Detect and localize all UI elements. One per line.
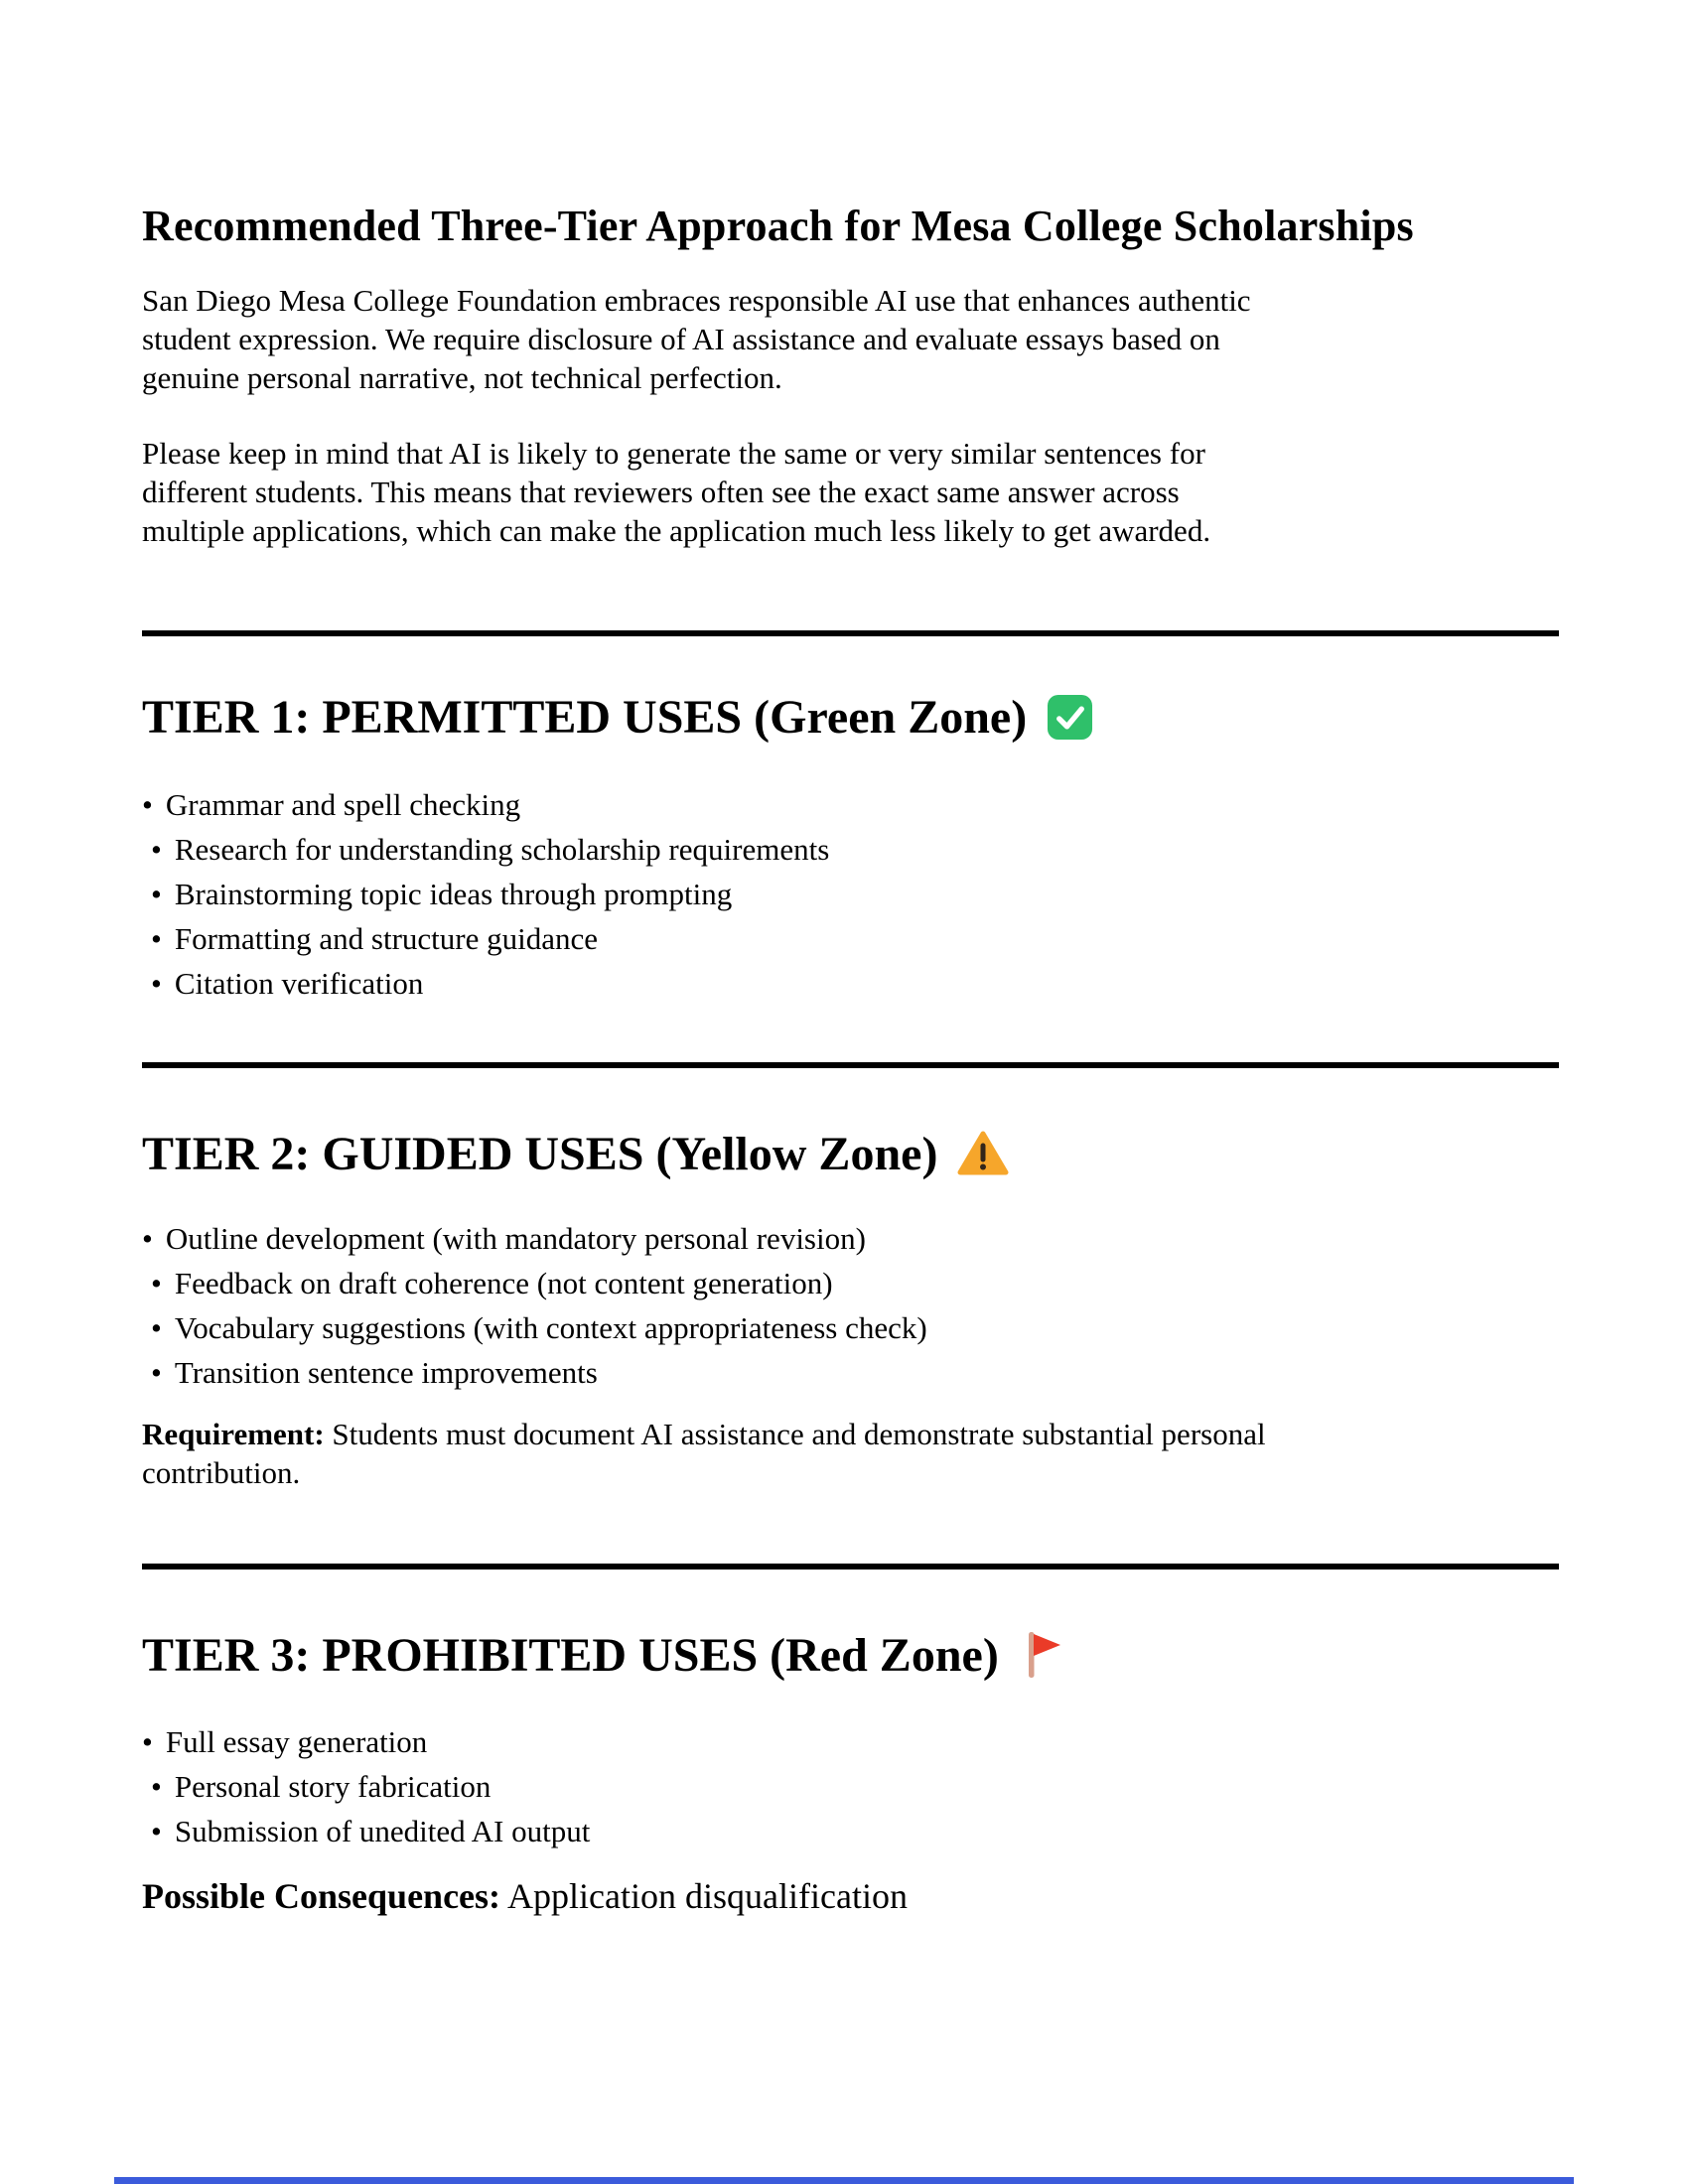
tier3-consequences-note (142, 1874, 1559, 1918)
section-divider (142, 1564, 1559, 1570)
check-mark-icon (1047, 694, 1093, 741)
list-item: • Full essay generation (142, 1719, 1559, 1764)
tier2-list (142, 1216, 1559, 1395)
red-flag-icon (1019, 1630, 1066, 1680)
requirement-text: Students must document AI assistance and demonstrate substantial personal contribution. (142, 1416, 1266, 1490)
tier1-heading (142, 690, 1559, 745)
section-divider (142, 630, 1559, 636)
page-bottom-rule (114, 2177, 1574, 2184)
list-item: • Submission of unedited AI output (151, 1809, 1559, 1853)
tier3-list (142, 1719, 1559, 1853)
list-item: • Personal story fabrication (151, 1764, 1559, 1809)
list-item: • Grammar and spell checking (142, 782, 1559, 827)
intro-paragraph-1: San Diego Mesa College Foundation embraces responsible AI use that enhances authentic student expression. We require disclosure of AI assistance and evaluate essays based on genuine personal narrative, not technical perfection. (142, 282, 1251, 395)
tier2-heading-text: TIER 2: GUIDED USES (Yellow Zone) (142, 1127, 938, 1180)
page-title: Recommended Three-Tier Approach for Mesa College Scholarships (142, 202, 1414, 250)
tier2-heading (142, 1127, 1559, 1181)
tier1-section (142, 690, 1559, 1006)
document-content (0, 202, 1688, 1918)
list-item: • Outline development (with mandatory personal revision) (142, 1216, 1559, 1261)
warning-icon (957, 1129, 1009, 1178)
tier3-heading (142, 1628, 1559, 1683)
requirement-label: Requirement: (142, 1416, 325, 1451)
tier3-section (142, 1628, 1559, 1918)
consequences-text: Application disqualification (500, 1875, 908, 1916)
list-item: • Formatting and structure guidance (151, 916, 1559, 961)
list-item: • Feedback on draft coherence (not content generation) (151, 1261, 1559, 1305)
tier1-list (142, 782, 1559, 1006)
consequences-label: Possible Consequences: (142, 1875, 501, 1916)
section-divider (142, 1062, 1559, 1068)
tier1-heading-text: TIER 1: PERMITTED USES (Green Zone) (142, 690, 1028, 744)
intro-paragraph-2: Please keep in mind that AI is likely to generate the same or very similar sentences for different students. This means that reviewers often see the exact same answer across multiple applications, which can make the application much less likely to get awarded. (142, 435, 1211, 548)
list-item: • Vocabulary suggestions (with context appropriateness check) (151, 1305, 1559, 1350)
tier2-section (142, 1127, 1559, 1492)
tier3-heading-text: TIER 3: PROHIBITED USES (Red Zone) (142, 1628, 999, 1682)
list-item: • Transition sentence improvements (151, 1350, 1559, 1395)
list-item: • Brainstorming topic ideas through prompting (151, 872, 1559, 916)
tier2-requirement-note (142, 1415, 1373, 1492)
list-item: • Research for understanding scholarship requirements (151, 827, 1559, 872)
list-item: • Citation verification (151, 961, 1559, 1006)
